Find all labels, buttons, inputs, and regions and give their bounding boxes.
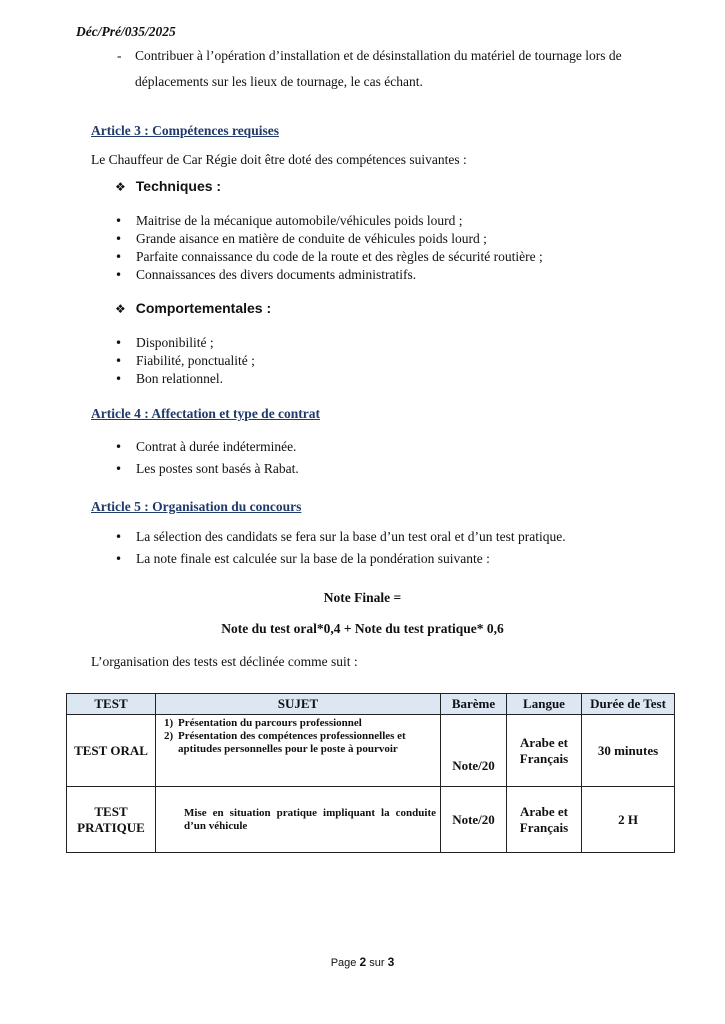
comportementales-subheading (115, 300, 271, 316)
dash-marker: - (117, 48, 122, 63)
footer-page-word: Page (330, 957, 357, 969)
cell-test: TEST PRATIQUE (67, 787, 156, 853)
list-item: • Disponibilité ; (111, 334, 255, 352)
cell-duree: 2 H (582, 787, 675, 853)
sujet-item (160, 717, 436, 730)
footer-current-page: 2 (359, 955, 367, 969)
cell-test: TEST ORAL (67, 715, 156, 787)
formula-expression: Note du test oral*0,4 + Note du test pratique* 0,6 (221, 621, 504, 636)
document-reference: Déc/Pré/035/2025 (76, 24, 176, 39)
column-header-test: TEST (67, 694, 156, 715)
table-header-row (67, 694, 675, 715)
article-3-heading: Article 3 : Compétences requises (91, 123, 279, 138)
cell-bareme: Note/20 (441, 787, 507, 853)
footer-of-word: sur (369, 957, 385, 969)
list-item: • Maitrise de la mécanique automobile/véhicules poids lourd ; (111, 212, 543, 230)
list-item: • Connaissances des divers documents administratifs. (111, 266, 543, 284)
article-3-intro: Le Chauffeur de Car Régie doit être doté des compétences suivantes : (91, 152, 467, 167)
techniques-subheading (115, 178, 221, 194)
cell-langue: Arabe et Français (507, 715, 582, 787)
sujet-item-text: Présentation du parcours professionnel (178, 717, 362, 729)
diamond-bullet-icon: ❖ (115, 180, 126, 194)
cell-duree: 30 minutes (582, 715, 675, 787)
tests-intro: L’organisation des tests est déclinée comme suit : (91, 654, 358, 669)
sujet-text: Mise en situation pratique impliquant la conduite d’un véhicule (184, 806, 436, 832)
comportementales-list (111, 334, 255, 388)
list-item: • Parfaite connaissance du code de la route et des règles de sécurité routière ; (111, 248, 543, 266)
footer-total-pages: 3 (387, 955, 395, 969)
article-4-heading: Article 4 : Affectation et type de contrat (91, 406, 321, 421)
techniques-title: Techniques : (135, 178, 222, 194)
list-item: • Fiabilité, ponctualité ; (111, 352, 255, 370)
list-item: • Contrat à durée indéterminée. (111, 436, 299, 458)
cell-langue: Arabe et Français (507, 787, 582, 853)
intro-item-text: Contribuer à l’opération d’installation et de désinstallation du matériel de tournage lors de déplacements sur les lieux de tournage, le cas échant. (135, 48, 622, 89)
table-row (67, 715, 675, 787)
article-5-heading: Article 5 : Organisation du concours (91, 499, 302, 514)
techniques-list (111, 212, 543, 284)
table-row (67, 787, 675, 853)
sujet-list (160, 717, 436, 756)
column-header-duree: Durée de Test (582, 694, 675, 715)
comportementales-title: Comportementales : (135, 300, 272, 316)
list-item: • Les postes sont basés à Rabat. (111, 458, 299, 480)
sujet-item-number: 1) (164, 717, 174, 729)
article-5-list (111, 526, 566, 570)
intro-dash-item (117, 43, 677, 95)
sujet-item-number: 2) (164, 730, 174, 742)
sujet-item (160, 730, 436, 756)
page-footer (0, 955, 725, 969)
cell-sujet (156, 787, 441, 853)
cell-bareme: Note/20 (441, 715, 507, 787)
list-item: • La note finale est calculée sur la base de la pondération suivante : (111, 548, 566, 570)
list-item: • La sélection des candidats se fera sur la base d’un test oral et d’un test pratique. (111, 526, 566, 548)
column-header-sujet: SUJET (156, 694, 441, 715)
list-item: • Grande aisance en matière de conduite de véhicules poids lourd ; (111, 230, 543, 248)
diamond-bullet-icon: ❖ (115, 302, 126, 316)
formula-title: Note Finale = (323, 590, 402, 605)
column-header-bareme: Barème (441, 694, 507, 715)
article-4-list (111, 436, 299, 480)
cell-sujet (156, 715, 441, 787)
tests-table (66, 693, 675, 853)
list-item: • Bon relationnel. (111, 370, 255, 388)
column-header-langue: Langue (507, 694, 582, 715)
sujet-item-text: Présentation des compétences professionnelles et aptitudes personnelles pour le poste à pourvoir (178, 730, 406, 755)
